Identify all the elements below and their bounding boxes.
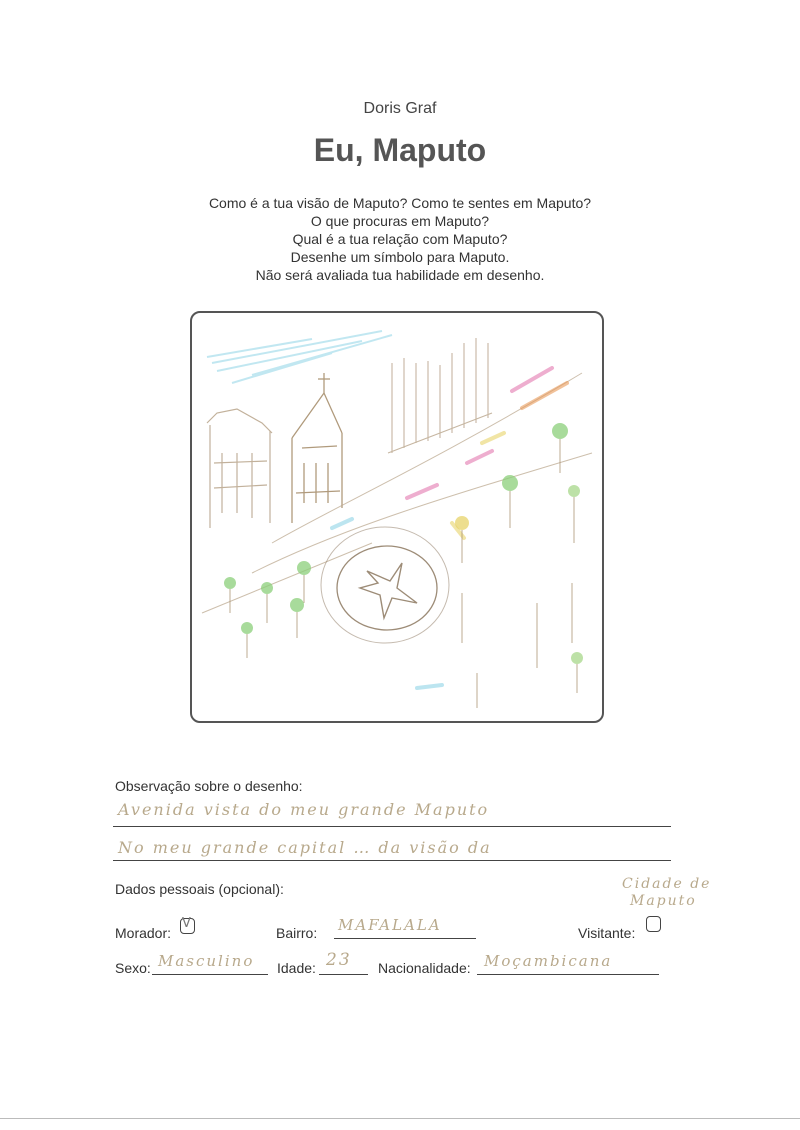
margin-note-line-2: Maputo [630,893,697,909]
age-field[interactable] [319,974,368,975]
observation-text-line-2: No meu grande capital … da visão da [118,838,492,857]
scan-edge-divider [0,1118,800,1119]
personal-data-label: Dados pessoais (opcional): [115,881,284,897]
visitor-checkbox[interactable] [646,916,661,932]
neighborhood-field[interactable] [334,938,476,939]
drawing-frame [190,311,604,723]
observation-line-2[interactable] [113,860,671,861]
prompt-line: Não será avaliada tua habilidade em desenho. [255,267,545,283]
prompt-text [0,194,800,284]
author-name: Doris Graf [363,100,437,117]
page-title: Eu, Maputo [313,132,487,168]
age-value: 23 [326,950,352,970]
sex-value: Masculino [158,952,255,970]
right-buildings [388,338,492,453]
left-building [207,409,272,528]
prompt-line: O que procuras em Maputo? [310,213,490,229]
neighborhood-label: Bairro: [276,925,318,941]
margin-note-line-1: Cidade de [622,876,712,892]
resident-label: Morador: [115,925,172,941]
nationality-label: Nacionalidade: [378,960,471,976]
colored-accents [332,368,567,688]
resident-checkbox[interactable] [180,918,195,934]
sex-label: Sexo: [115,960,151,976]
prompt-line: Desenhe um símbolo para Maputo. [290,249,510,265]
prompt-line: Como é a tua visão de Maputo? Como te sentes em Maputo? [208,195,592,211]
nationality-value: Moçambicana [484,952,613,970]
prompt-line: Qual é a tua relação com Maputo? [292,231,508,247]
observation-line-1[interactable] [113,826,671,827]
neighborhood-value: MAFALALA [338,916,442,934]
sky-strokes [207,331,392,383]
avenue-lines [202,373,592,613]
roundabout-star [321,527,449,643]
city-sketch [192,313,606,725]
visitor-label: Visitante: [578,925,636,941]
observation-text-line-1: Avenida vista do meu grande Maputo [118,800,490,819]
trees [224,423,583,708]
nationality-field[interactable] [477,974,659,975]
age-label: Idade: [277,960,316,976]
sex-field[interactable] [152,974,268,975]
observation-label: Observação sobre o desenho: [115,778,303,794]
check-mark-icon: V [182,916,191,931]
church-building [292,373,342,523]
